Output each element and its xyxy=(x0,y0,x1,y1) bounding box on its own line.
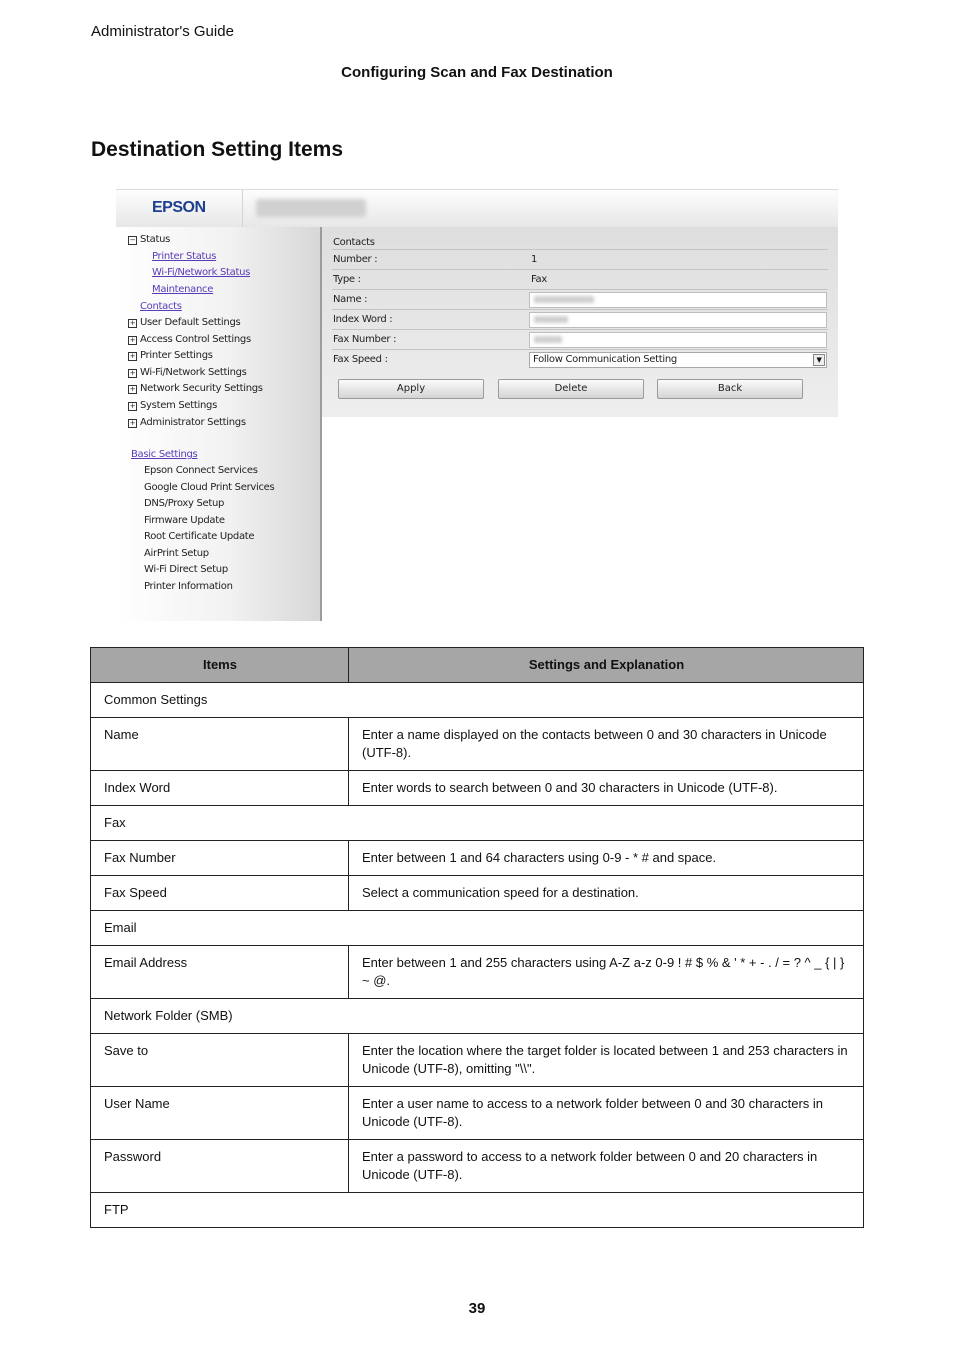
fax-speed-label: Fax Speed : xyxy=(333,354,388,365)
running-header-chapter: Configuring Scan and Fax Destination xyxy=(341,64,613,81)
fax-speed-select[interactable] xyxy=(529,352,827,368)
item-explanation: Select a communication speed for a destination. xyxy=(349,876,864,911)
sidebar xyxy=(116,227,322,621)
item-name: Fax Speed xyxy=(91,876,349,911)
epson-logo: EPSON xyxy=(152,199,206,216)
sidebar-item-google-cloud-print[interactable]: Google Cloud Print Services xyxy=(144,482,275,493)
item-name: Name xyxy=(91,718,349,771)
item-explanation: Enter words to search between 0 and 30 characters in Unicode (UTF-8). xyxy=(349,771,864,806)
sidebar-item-system-settings[interactable]: + System Settings xyxy=(129,400,217,411)
sidebar-item-status[interactable] xyxy=(128,234,170,245)
item-name: Email Address xyxy=(91,946,349,999)
sidebar-link-wifi-network-status[interactable]: Wi-Fi/Network Status xyxy=(152,267,251,278)
delete-button[interactable]: Delete xyxy=(498,379,644,399)
expand-icon: + xyxy=(129,385,136,393)
apply-button[interactable]: Apply xyxy=(338,379,484,399)
fax-number-input[interactable] xyxy=(529,332,827,348)
item-explanation: Enter between 1 and 255 characters using A-Z a-z 0-9 ! # $ % & ' * + - . / = ? ^ _ { | } ~ @. xyxy=(349,946,864,999)
group-label: Common Settings xyxy=(91,683,864,718)
sidebar-item-label: Status xyxy=(140,234,171,245)
chevron-down-icon[interactable]: ▼ xyxy=(813,354,825,366)
back-button[interactable]: Back xyxy=(657,379,803,399)
sidebar-item-network-security-settings[interactable]: + Network Security Settings xyxy=(129,383,263,394)
sidebar-item-root-certificate[interactable]: Root Certificate Update xyxy=(144,531,255,542)
page-number: 39 xyxy=(468,1300,486,1317)
item-name: Index Word xyxy=(91,771,349,806)
group-label: Fax xyxy=(91,806,864,841)
section-title: Destination Setting Items xyxy=(91,138,344,161)
row-index-word xyxy=(332,309,828,330)
table-header-row xyxy=(91,648,864,683)
index-word-input[interactable] xyxy=(529,312,827,328)
expand-icon: + xyxy=(129,336,136,344)
fax-number-label: Fax Number : xyxy=(333,334,397,345)
running-header-guide: Administrator's Guide xyxy=(91,23,234,40)
sidebar-link-printer-status[interactable]: Printer Status xyxy=(152,251,217,262)
item-name: User Name xyxy=(91,1087,349,1140)
group-label: Email xyxy=(91,911,864,946)
item-explanation: Enter between 1 and 64 characters using 0-9 - * # and space. xyxy=(349,841,864,876)
expand-icon: + xyxy=(129,352,136,360)
item-name: Password xyxy=(91,1140,349,1193)
sidebar-link-contacts[interactable]: Contacts xyxy=(140,301,182,312)
row-fax-number xyxy=(332,329,828,350)
name-label: Name : xyxy=(333,294,368,305)
header-settings-explanation: Settings and Explanation xyxy=(349,648,864,683)
table-row xyxy=(91,946,864,999)
table-row xyxy=(91,1034,864,1087)
expand-icon: + xyxy=(129,402,136,410)
content-area xyxy=(322,227,838,621)
sidebar-item-wifi-direct-setup[interactable]: Wi-Fi Direct Setup xyxy=(144,564,228,575)
name-input[interactable] xyxy=(529,292,827,308)
sidebar-item-firmware-update[interactable]: Firmware Update xyxy=(144,515,225,526)
sidebar-item-access-control-settings[interactable]: + Access Control Settings xyxy=(129,334,251,345)
screenshot-header-bar xyxy=(116,189,838,228)
table-row xyxy=(91,1087,864,1140)
sidebar-item-airprint-setup[interactable]: AirPrint Setup xyxy=(144,548,209,559)
index-word-label: Index Word : xyxy=(333,314,393,325)
sidebar-link-maintenance[interactable]: Maintenance xyxy=(152,284,214,295)
sidebar-item-administrator-settings[interactable]: + Administrator Settings xyxy=(129,417,246,428)
expand-icon: + xyxy=(129,419,136,427)
sidebar-item-printer-information[interactable]: Printer Information xyxy=(144,581,233,592)
sidebar-link-basic-settings[interactable]: Basic Settings xyxy=(131,449,198,460)
table-row xyxy=(91,841,864,876)
sidebar-item-dns-proxy[interactable]: DNS/Proxy Setup xyxy=(144,498,225,509)
type-value: Fax xyxy=(531,274,547,285)
panel-title: Contacts xyxy=(333,237,375,248)
item-name: Save to xyxy=(91,1034,349,1087)
expand-icon: + xyxy=(129,369,136,377)
row-type xyxy=(332,269,828,290)
contacts-panel xyxy=(322,227,838,417)
group-label: Network Folder (SMB) xyxy=(91,999,864,1034)
fax-speed-selected: Follow Communication Setting xyxy=(533,354,677,365)
sidebar-item-epson-connect[interactable]: Epson Connect Services xyxy=(144,465,258,476)
settings-table xyxy=(90,647,864,1228)
table-row xyxy=(91,771,864,806)
row-fax-speed xyxy=(332,349,828,370)
table-group-row xyxy=(91,999,864,1034)
table-group-row xyxy=(91,911,864,946)
table-row xyxy=(91,718,864,771)
table-group-row xyxy=(91,806,864,841)
item-explanation: Enter a password to access to a network folder between 0 and 20 characters in Unicode (UTF-8). xyxy=(349,1140,864,1193)
number-value: 1 xyxy=(531,254,538,265)
group-label: FTP xyxy=(91,1193,864,1228)
collapse-icon: − xyxy=(129,236,136,244)
item-explanation: Enter a user name to access to a network folder between 0 and 30 characters in Unicode (UTF-8). xyxy=(349,1087,864,1140)
expand-icon: + xyxy=(129,319,136,327)
header-items: Items xyxy=(91,648,349,683)
sidebar-item-wifi-network-settings[interactable]: + Wi-Fi/Network Settings xyxy=(129,367,247,378)
number-label: Number : xyxy=(333,254,378,265)
item-explanation: Enter a name displayed on the contacts between 0 and 30 characters in Unicode (UTF-8). xyxy=(349,718,864,771)
item-name: Fax Number xyxy=(91,841,349,876)
table-row xyxy=(91,1140,864,1193)
header-divider xyxy=(242,190,243,227)
blurred-model-name xyxy=(256,199,366,217)
sidebar-item-printer-settings[interactable]: + Printer Settings xyxy=(129,350,213,361)
type-label: Type : xyxy=(333,274,361,285)
item-explanation: Enter the location where the target folder is located between 1 and 253 characters in Unicode (UTF-8), omitting "\\". xyxy=(349,1034,864,1087)
web-config-screenshot xyxy=(116,189,838,621)
sidebar-item-user-default-settings[interactable]: + User Default Settings xyxy=(129,317,241,328)
table-group-row xyxy=(91,1193,864,1228)
table-row xyxy=(91,876,864,911)
row-number xyxy=(332,249,828,270)
table-group-row xyxy=(91,683,864,718)
row-name xyxy=(332,289,828,310)
